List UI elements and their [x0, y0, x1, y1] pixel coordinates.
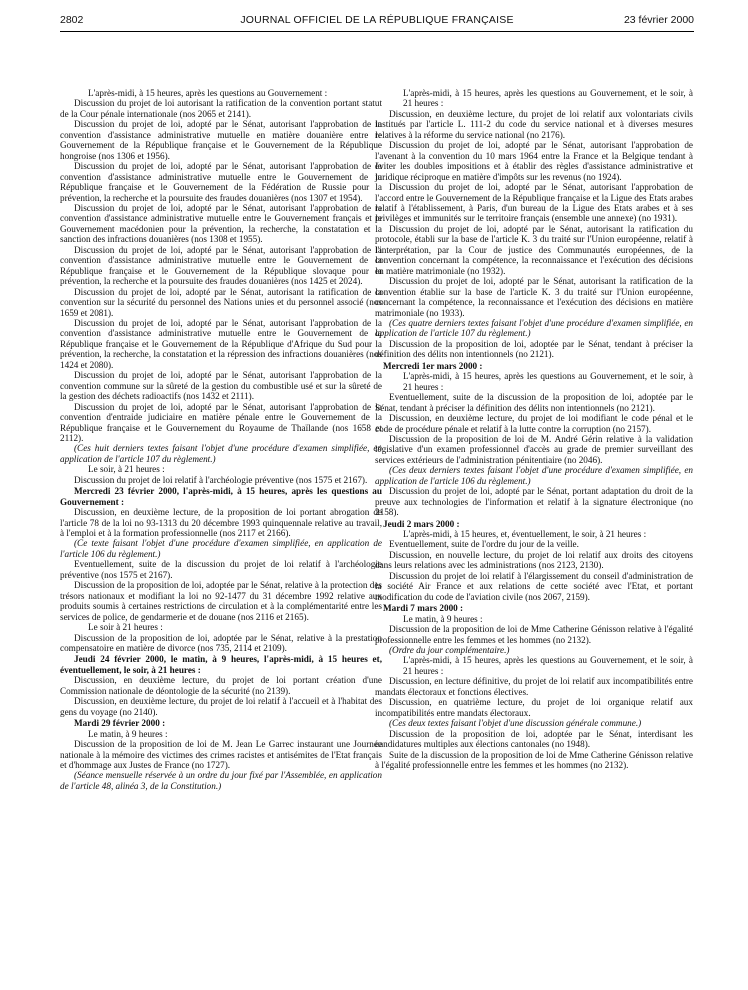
session-time: Le soir à 21 heures : — [88, 622, 163, 633]
agenda-item: Discussion du projet de loi, adopté par le Sénat, autorisant l'approbation de la convention d'assistance administrative mutuelle entre le Gouvernement français et le Gouvernement macédonien pour la prévention, la recherche, la constatation et la sanction des infractions douanières (nos 1308 et 1955). — [60, 202, 382, 245]
agenda-item: Suite de la discussion de la proposition de loi de Mme Catherine Génisson relative à l'égalité professionnelle entre les femmes et les hommes (no 2132). — [375, 749, 693, 770]
agenda-item: Discussion de la proposition de loi de M. Jean Le Garrec instaurant une Journée nationale à la mémoire des victimes des crimes racistes et antisémites de l'Etat français et d'hommage aux Justes de France (no 1727). — [60, 739, 382, 770]
agenda-item: Eventuellement, suite de la discussion de la proposition de loi, adoptée par le Sénat, tendant à préciser la définition des délits non intentionnels (no 2121). — [375, 392, 693, 413]
session-time: L'après-midi, à 15 heures, et, éventuellement, le soir, à 21 heures : — [403, 529, 647, 540]
session-time: Le matin, à 9 heures : — [88, 728, 168, 739]
agenda-item: Discussion du projet de loi, adopté par le Sénat, autorisant la ratification du protocole, établi sur la base de l'article K. 3 du traité sur l'Union européenne, relatif à l'interprétation, par la Cour de justice des Communautés européennes, de la convention concernant la compétence, la reconnaissance et l'exécution des décisions en matière matrimoniale (no 1932). — [375, 223, 693, 276]
agenda-item: Discussion du projet de loi, adopté par le Sénat, autorisant l'approbation de la convention d'assistance administrative mutuelle entre le Gouvernement de la République française et le Gouvernement de la République slovaque pour la prévention, la recherche et la poursuite des fraudes douanières (nos 1425 et 2024). — [60, 244, 382, 287]
agenda-item: Discussion du projet de loi relatif à l'archéologie préventive (nos 1575 et 2167). — [74, 474, 368, 485]
agenda-item: Eventuellement, suite de la discussion du projet de loi relatif à l'archéologie préventive (nos 1575 et 2167). — [60, 559, 382, 580]
agenda-item: Discussion, en quatrième lecture, du projet de loi organique relatif aux incompatibilités entre mandats électoraux. — [375, 697, 693, 718]
agenda-item: Eventuellement, suite de l'ordre du jour de la veille. — [389, 539, 579, 550]
agenda-item: Discussion, en deuxième lecture, du projet de loi relatif à l'accueil et à l'habitat des gens du voyage (no 2140). — [60, 696, 382, 717]
agenda-item: Discussion du projet de loi, adopté par le Sénat, autorisant l'approbation de l'avenant à la convention du 10 mars 1964 entre la France et la Belgique tendant à éviter les doubles impositions et à établir des règles d'assistance administrative et juridique réciproque en matière d'impôts sur les revenus (no 1924). — [375, 140, 693, 182]
procedure-note: (Ordre du jour complémentaire.) — [389, 645, 510, 656]
day-heading: Mercredi 23 février 2000, l'après-midi, à 15 heures, après les questions au Gouvernement : — [60, 486, 382, 507]
session-time: Le matin, à 9 heures : — [403, 613, 483, 624]
day-heading: Mardi 29 février 2000 : — [74, 718, 166, 729]
procedure-note: (Ces huit derniers textes faisant l'objet d'une procédure d'examen simplifiée, en application de l'article 107 du règlement.) — [60, 443, 382, 464]
page-number: 2802 — [60, 14, 84, 26]
day-heading: Mardi 7 mars 2000 : — [383, 603, 464, 614]
procedure-note: (Ces quatre derniers textes faisant l'objet d'une procédure d'examen simplifiée, en application de l'article 107 du règlement.) — [375, 317, 693, 339]
agenda-item: Discussion de la proposition de loi, adoptée par le Sénat, relative à la protection des trésors nationaux et modifiant la loi no 92-1477 du 31 décembre 1992 relative aux produits soumis à certaines restrictions de circulation et à la complémentarité entre les services de police, de gendarmerie et de douane (nos 2116 et 2165). — [60, 580, 382, 622]
agenda-item: Discussion de la proposition de loi, adoptée par le Sénat, relative à la prestation compensatoire en matière de divorce (nos 735, 2114 et 2109). — [60, 632, 382, 654]
agenda-item: Discussion du projet de loi, adopté par le Sénat, autorisant l'approbation de la convention d'entraide judiciaire en matière pénale entre le Gouvernement de la République française et le Gouvernement du Royaume de Thaïlande (nos 1658 et 2112). — [60, 401, 382, 443]
session-time: L'après-midi, à 15 heures, après les questions au Gouvernement, et le soir, à 21 heures : — [403, 88, 693, 109]
agenda-item: Discussion du projet de loi, adopté par le Sénat, portant adaptation du droit de la preuve aux technologies de l'information et relatif à la signature électronique (no 2158). — [375, 486, 693, 518]
session-time: Le soir, à 21 heures : — [88, 464, 165, 475]
procedure-note: (Séance mensuelle réservée à un ordre du jour fixé par l'Assemblée, en application de l'article 48, alinéa 3, de la Constitution.) — [60, 770, 382, 791]
header-rule — [60, 31, 694, 32]
agenda-item: Discussion du projet de loi, adopté par le Sénat, autorisant la ratification de la convention sur la sécurité du personnel des Nations unies et du personnel associé (nos 1659 et 2081). — [60, 286, 382, 318]
agenda-item: Discussion de la proposition de loi, adoptée par le Sénat, interdisant les candidatures multiples aux élections cantonales (no 1948). — [375, 728, 693, 750]
agenda-item: Discussion, en deuxième lecture, du projet de loi relatif aux volontariats civils institués par l'article L. 111-2 du code du service national et à diverses mesures relatives à la réforme du service national (no 2176). — [375, 108, 693, 140]
session-time: L'après-midi, à 15 heures, après les questions au Gouvernement, et le soir, à 21 heures : — [403, 655, 693, 676]
right-column — [375, 88, 693, 770]
issue-date: 23 février 2000 — [623, 14, 694, 26]
agenda-item: Discussion, en deuxième lecture, de la proposition de loi portant abrogation de l'article 78 de la loi no 93-1313 du 20 décembre 1993 quinquennale relative au travail, à l'emploi et à la formation professionnelle (nos 2117 et 2166). — [60, 507, 382, 539]
left-column — [60, 88, 382, 791]
procedure-note: (Ce texte faisant l'objet d'une procédure d'examen simplifiée, en application de l'article 106 du règlement.) — [60, 538, 382, 559]
agenda-item: Discussion du projet de loi relatif à l'élargissement du conseil d'administration de la société Air France et aux relations de cette société avec l'Etat, et portant modification du code de l'aviation civile (nos 2067, 2159). — [375, 570, 693, 602]
agenda-item: Discussion du projet de loi, adopté par le Sénat, autorisant l'approbation de la convention d'assistance administrative mutuelle en matière douanière entre le Gouvernement de la République française et le Gouvernement de la République hongroise (nos 1306 et 1956). — [60, 119, 382, 161]
agenda-item: Discussion, en deuxième lecture, du projet de loi portant création d'une Commission nationale de déontologie de la sécurité (no 2139). — [60, 675, 382, 696]
journal-title: JOURNAL OFFICIEL DE LA RÉPUBLIQUE FRANÇAISE — [240, 14, 514, 26]
agenda-item: Discussion de la proposition de loi, adoptée par le Sénat, tendant à préciser la définition des délits non intentionnels (no 2121). — [375, 338, 693, 360]
agenda-item: Discussion du projet de loi autorisant la ratification de la convention portant statut de la Cour pénale internationale (nos 2065 et 2141). — [60, 98, 382, 119]
agenda-item: Discussion, en nouvelle lecture, du projet de loi relatif aux droits des citoyens dans leurs relations avec les administrations (nos 2123, 2130). — [375, 549, 693, 571]
day-heading: Jeudi 24 février 2000, le matin, à 9 heures, l'après-midi, à 15 heures et, éventuellement, le soir, à 21 heures : — [60, 654, 382, 675]
agenda-item: Discussion du projet de loi, adopté par le Sénat, autorisant la ratification de la convention établie sur la base de l'article K. 3 du traité sur l'Union européenne, concernant la compétence, la reconnaissance et l'exécution des décisions en matière matrimoniale (no 1933). — [375, 276, 693, 318]
agenda-item: Discussion du projet de loi, adopté par le Sénat, autorisant l'approbation de la convention d'assistance administrative mutuelle entre le Gouvernement de la République française et le Gouvernement de la Fédération de Russie pour la prévention, la recherche et la poursuite des fraudes douanières (nos 1307 et 1954). — [60, 161, 382, 203]
day-heading: Mercredi 1er mars 2000 : — [383, 360, 483, 371]
session-time: L'après-midi, à 15 heures, après les questions au Gouvernement : — [88, 88, 328, 98]
page-header — [60, 14, 694, 30]
agenda-item: Discussion du projet de loi, adopté par le Sénat, autorisant l'approbation de l'accord entre le Gouvernement de la République française et la Ligue des Etats arabes relatif à l'établissement, à Paris, d'un bureau de la Ligue des Etats arabes et à ses privilèges et immunités sur le territoire français (ensemble une annexe) (no 1931). — [375, 182, 693, 224]
agenda-item: Discussion, en deuxième lecture, du projet de loi modifiant le code pénal et le code de procédure pénale et relatif à la lutte contre la corruption (no 2157). — [375, 413, 693, 434]
session-time: L'après-midi, à 15 heures, après les questions au Gouvernement, et le soir, à 21 heures : — [403, 371, 693, 392]
day-heading: Jeudi 2 mars 2000 : — [383, 518, 460, 529]
agenda-item: Discussion du projet de loi, adopté par le Sénat, autorisant l'approbation de la convention commune sur la sûreté de la gestion du combustible usé et sur la sûreté de la gestion des déchets radioactifs (nos 1432 et 2111). — [60, 370, 382, 402]
agenda-item: Discussion de la proposition de loi de M. André Gérin relative à la validation législative d'un examen professionnel d'accès au grade de premier surveillant des services extérieurs de l'administration pénitentiaire (no 2046). — [375, 433, 693, 465]
procedure-note: (Ces deux textes faisant l'objet d'une discussion générale commune.) — [389, 718, 642, 729]
agenda-item: Discussion du projet de loi, adopté par le Sénat, autorisant l'approbation de la convention d'assistance administrative mutuelle entre le Gouvernement de la République française et le Gouvernement de la République d'Afrique du Sud pour la prévention, la recherche, la constatation et la répression des infractions douanières (nos 1424 et 2080). — [60, 317, 382, 370]
procedure-note: (Ces deux derniers textes faisant l'objet d'une procédure d'examen simplifiée, en application de l'article 106 du règlement.) — [375, 465, 693, 486]
agenda-item: Discussion de la proposition de loi de Mme Catherine Génisson relative à l'égalité professionnelle entre les femmes et les hommes (no 2132). — [375, 624, 693, 645]
agenda-item: Discussion, en lecture définitive, du projet de loi relatif aux incompatibilités entre mandats électoraux et fonctions électives. — [375, 676, 693, 697]
